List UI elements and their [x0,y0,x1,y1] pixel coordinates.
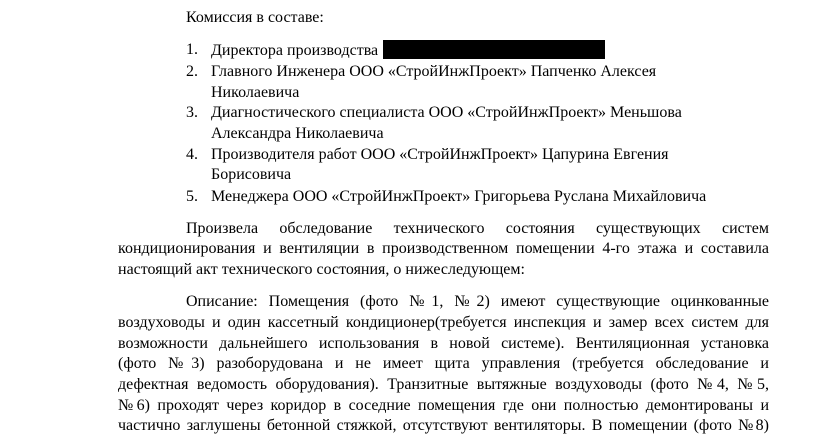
paragraph-2-line-5: дефектная ведомость оборудования). Транзитные вытяжные воздуховоды (фото №4, №5, [118,376,769,393]
paragraph-2-line-7: частично заглушены бетонной стяжкой, отсутствуют вентиляторы. В помещении (фото №8) [118,417,769,434]
commission-heading: Комиссия в составе: [186,9,324,26]
paragraph-2-line-6: №6) проходят через коридор в соседние помещения где они полностью демонтированы и [118,397,769,414]
paragraph-2-line-1: Описание: Помещения (фото №1, №2) имеют существующие оцинкованные [186,293,769,310]
paragraph-2-line-3: возможности дальнейшего использования в новой системе). Вентиляционная установка [118,335,769,352]
member-1-text: Директора производства [211,42,379,59]
redaction-bar [383,40,605,59]
member-5-line-1: Менеджера ООО «СтройИнжПроект» Григорьева Руслана Михайловича [211,188,707,205]
member-1-number: 1. [186,41,198,58]
member-3-number: 3. [186,104,198,121]
member-4-line-1: Производителя работ ООО «СтройИнжПроект» Цапурина Евгения [211,146,669,163]
member-2-line-1: Главного Инженера ООО «СтройИнжПроект» Папченко Алексея [211,63,657,80]
member-1-line-1 [211,40,605,61]
member-4-line-2: Борисовича [211,166,292,183]
member-5-number: 5. [186,188,198,205]
paragraph-2-line-4: (фото №3) разоборудована и не имеет щита управления (требуется обследование и [118,355,769,372]
member-2-number: 2. [186,63,198,80]
member-4-number: 4. [186,146,198,163]
member-3-line-2: Александра Николаевича [211,125,384,142]
paragraph-1-line-1: Произвела обследование технического состояния существующих систем [186,220,769,237]
paragraph-1-line-3: настоящий акт технического состояния, о нижеследующем: [118,261,525,278]
member-3-line-1: Диагностического специалиста ООО «СтройИнжПроект» Меньшова [211,104,682,121]
paragraph-1-line-2: кондиционирования и вентиляции в производственном помещении 4-го этажа и составила [118,240,769,257]
member-2-line-2: Николаевича [211,84,300,101]
paragraph-2-line-2: воздуховоды и один кассетный кондиционер(требуется инспекция и замер всех систем для [118,314,769,331]
